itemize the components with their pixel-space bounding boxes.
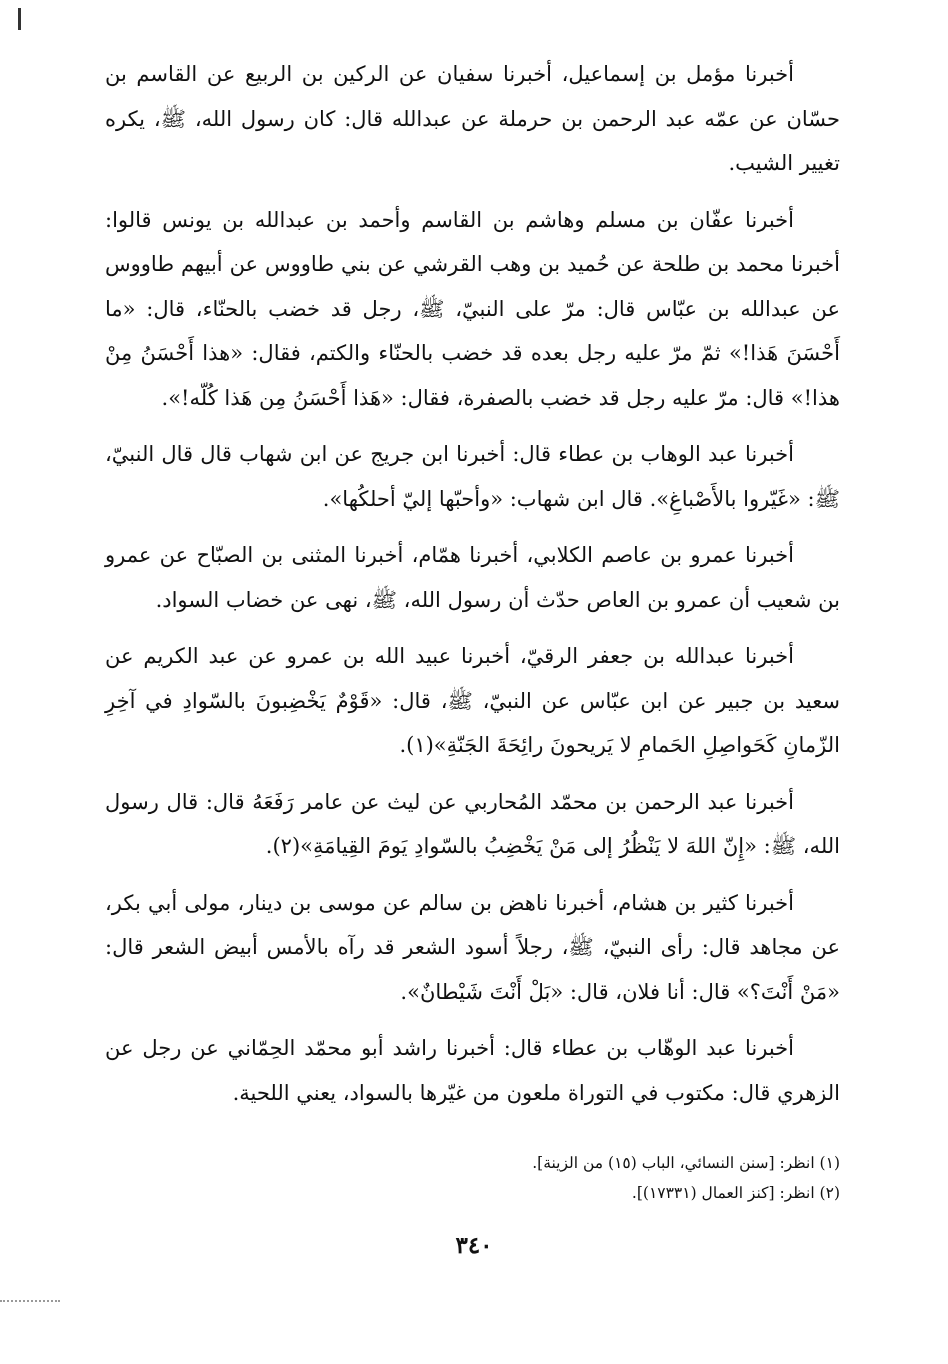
paragraph-7: أخبرنا كثير بن هشام، أخبرنا ناهض بن سالم عن موسى بن دينار، مولى أبي بكر، عن مجاهد قال: رأى النبيّ، ﷺ، رجلاً أسود الشعر قد رآه بالأمس أبيض الشعر قال: «مَنْ أَنْتَ؟» قال: أنا فلان، قال: «بَلْ أَنْتَ شَيْطانٌ». (105, 890, 840, 1004)
page-body (105, 52, 840, 1127)
scan-edge-dots (0, 1300, 60, 1304)
footnote-1: (١) انظر: [سنن النسائي، الباب (١٥) من الزينة]. (532, 1154, 840, 1172)
page-number: ٣٤٠ (455, 1232, 493, 1259)
paragraph-6: أخبرنا عبد الرحمن بن محمّد المُحاربي عن ليث عن عامر رَفَعَهُ قال: قال رسول الله، ﷺ: «إِنّ اللهَ لا يَنْظُرُ إلى مَنْ يَخْضِبُ بالسّوادِ يَومَ القِيامَةِ»(٢). (105, 789, 840, 858)
footnote-2: (٢) انظر: [كنز العمال (١٧٣٣١)]. (631, 1184, 840, 1202)
paragraph-5: أخبرنا عبدالله بن جعفر الرقيّ، أخبرنا عبيد الله بن عمرو عن عبد الكريم عن سعيد بن جبير عن ابن عبّاس عن النبيّ، ﷺ، قال: «قَوْمٌ يَخْضِبونَ بالسّوادِ في آخِرِ الزّمانِ كَحَواصِلِ الحَمامِ لا يَريحونَ رائِحَةَ الجَنّةِ»(١). (105, 644, 840, 757)
scan-mark (18, 8, 21, 30)
paragraph-8: أخبرنا عبد الوهّاب بن عطاء قال: أخبرنا راشد أبو محمّد الحِمّاني عن رجل عن الزهري قال: مكتوب في التوراة ملعون من غيّرها بالسواد، يعني اللحية. (105, 1036, 840, 1105)
paragraph-1: أخبرنا مؤمل بن إسماعيل، أخبرنا سفيان عن الركين بن الربيع عن القاسم بن حسّان عن عمّه عبد الرحمن بن حرملة عن عبدالله قال: كان رسول الله، ﷺ، يكره تغيير الشيب. (105, 62, 840, 175)
paragraph-3: أخبرنا عبد الوهاب بن عطاء قال: أخبرنا ابن جريج عن ابن شهاب قال قال النبيّ، ﷺ: «غَيّروا بالأَصْباغِ». قال ابن شهاب: «وأحبّها إليّ أحلكُها». (105, 442, 840, 511)
paragraph-4: أخبرنا عمرو بن عاصم الكلابي، أخبرنا همّام، أخبرنا المثنى بن الصبّاح عن عمرو بن شعيب أن عمرو بن العاص حدّث أن رسول الله، ﷺ، نهى عن خضاب السواد. (105, 543, 840, 612)
footnotes (105, 1148, 840, 1208)
paragraph-2: أخبرنا عفّان بن مسلم وهاشم بن القاسم وأحمد بن عبدالله بن يونس قالوا: أخبرنا محمد بن طلحة عن حُميد بن وهب القرشي عن بني طاووس عن أبيهم طاووس عن عبدالله بن عبّاس قال: مرّ على النبيّ، ﷺ، رجل قد خضب بالحنّاء، قال: «ما أَحْسَنَ هَذا!» ثمّ مرّ عليه رجل بعده قد خضب بالحنّاء والكتم، فقال: «هذا أَحْسَنُ مِنْ هذا!» قال: مرّ عليه رجل قد خضب بالصفرة، فقال: «هَذا أَحْسَنُ مِن هَذا كُلّه!». (105, 207, 840, 410)
